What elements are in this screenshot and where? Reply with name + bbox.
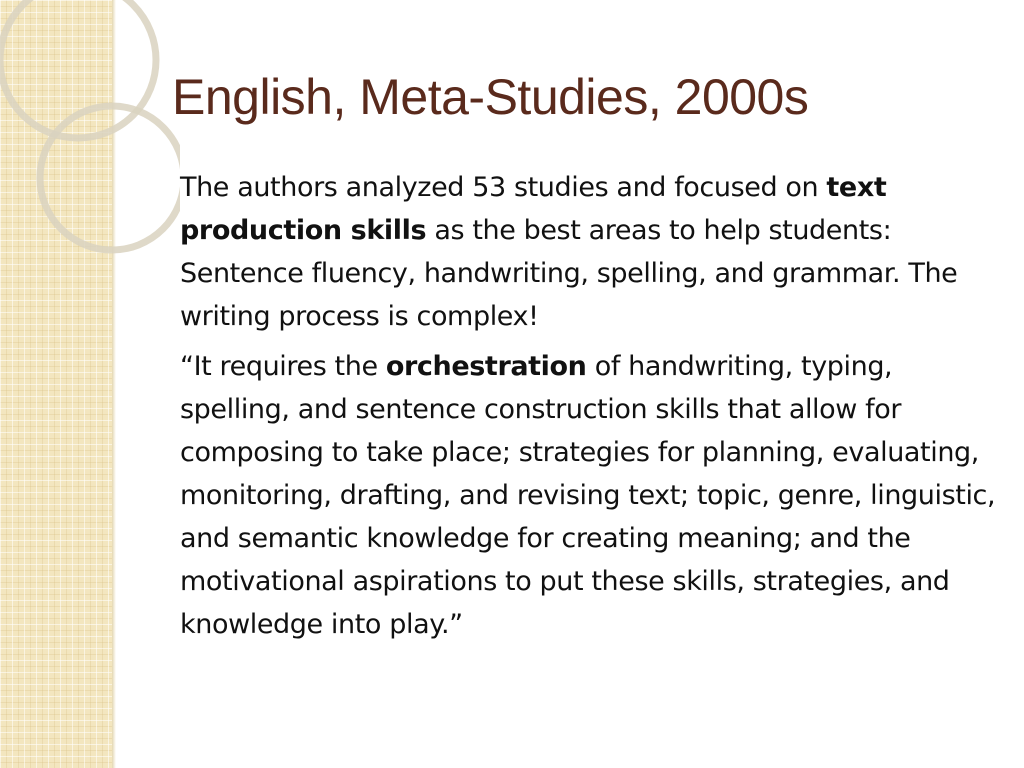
paragraph-1-text-end: as the best areas to help students: Sentence fluency, handwriting, spelling, and grammar. The writing process is complex!	[180, 215, 958, 332]
paragraph-2-text-start: “It requires the	[180, 351, 386, 382]
decorative-rings-graphic	[0, 0, 180, 260]
emphasis-text-production-skills: text production skills	[180, 172, 887, 246]
paragraph-quote-orchestration	[180, 345, 1000, 646]
slide-title: English, Meta-Studies, 2000s	[172, 69, 809, 125]
paragraph-text-production	[180, 166, 1000, 338]
paragraph-1-text-start: The authors analyzed 53 studies and focused on	[180, 172, 827, 203]
paragraph-2-text-end: of handwriting, typing, spelling, and sentence construction skills that allow for composing to take place; strategies for planning, evaluating, monitoring, drafting, and revising text; topic, genre, linguistic, and semantic knowledge for creating meaning; and the motivational aspirations to put these skills, strategies, and knowledge into play.”	[180, 351, 996, 640]
emphasis-orchestration: orchestration	[385, 351, 587, 382]
slide-body	[180, 166, 1000, 653]
